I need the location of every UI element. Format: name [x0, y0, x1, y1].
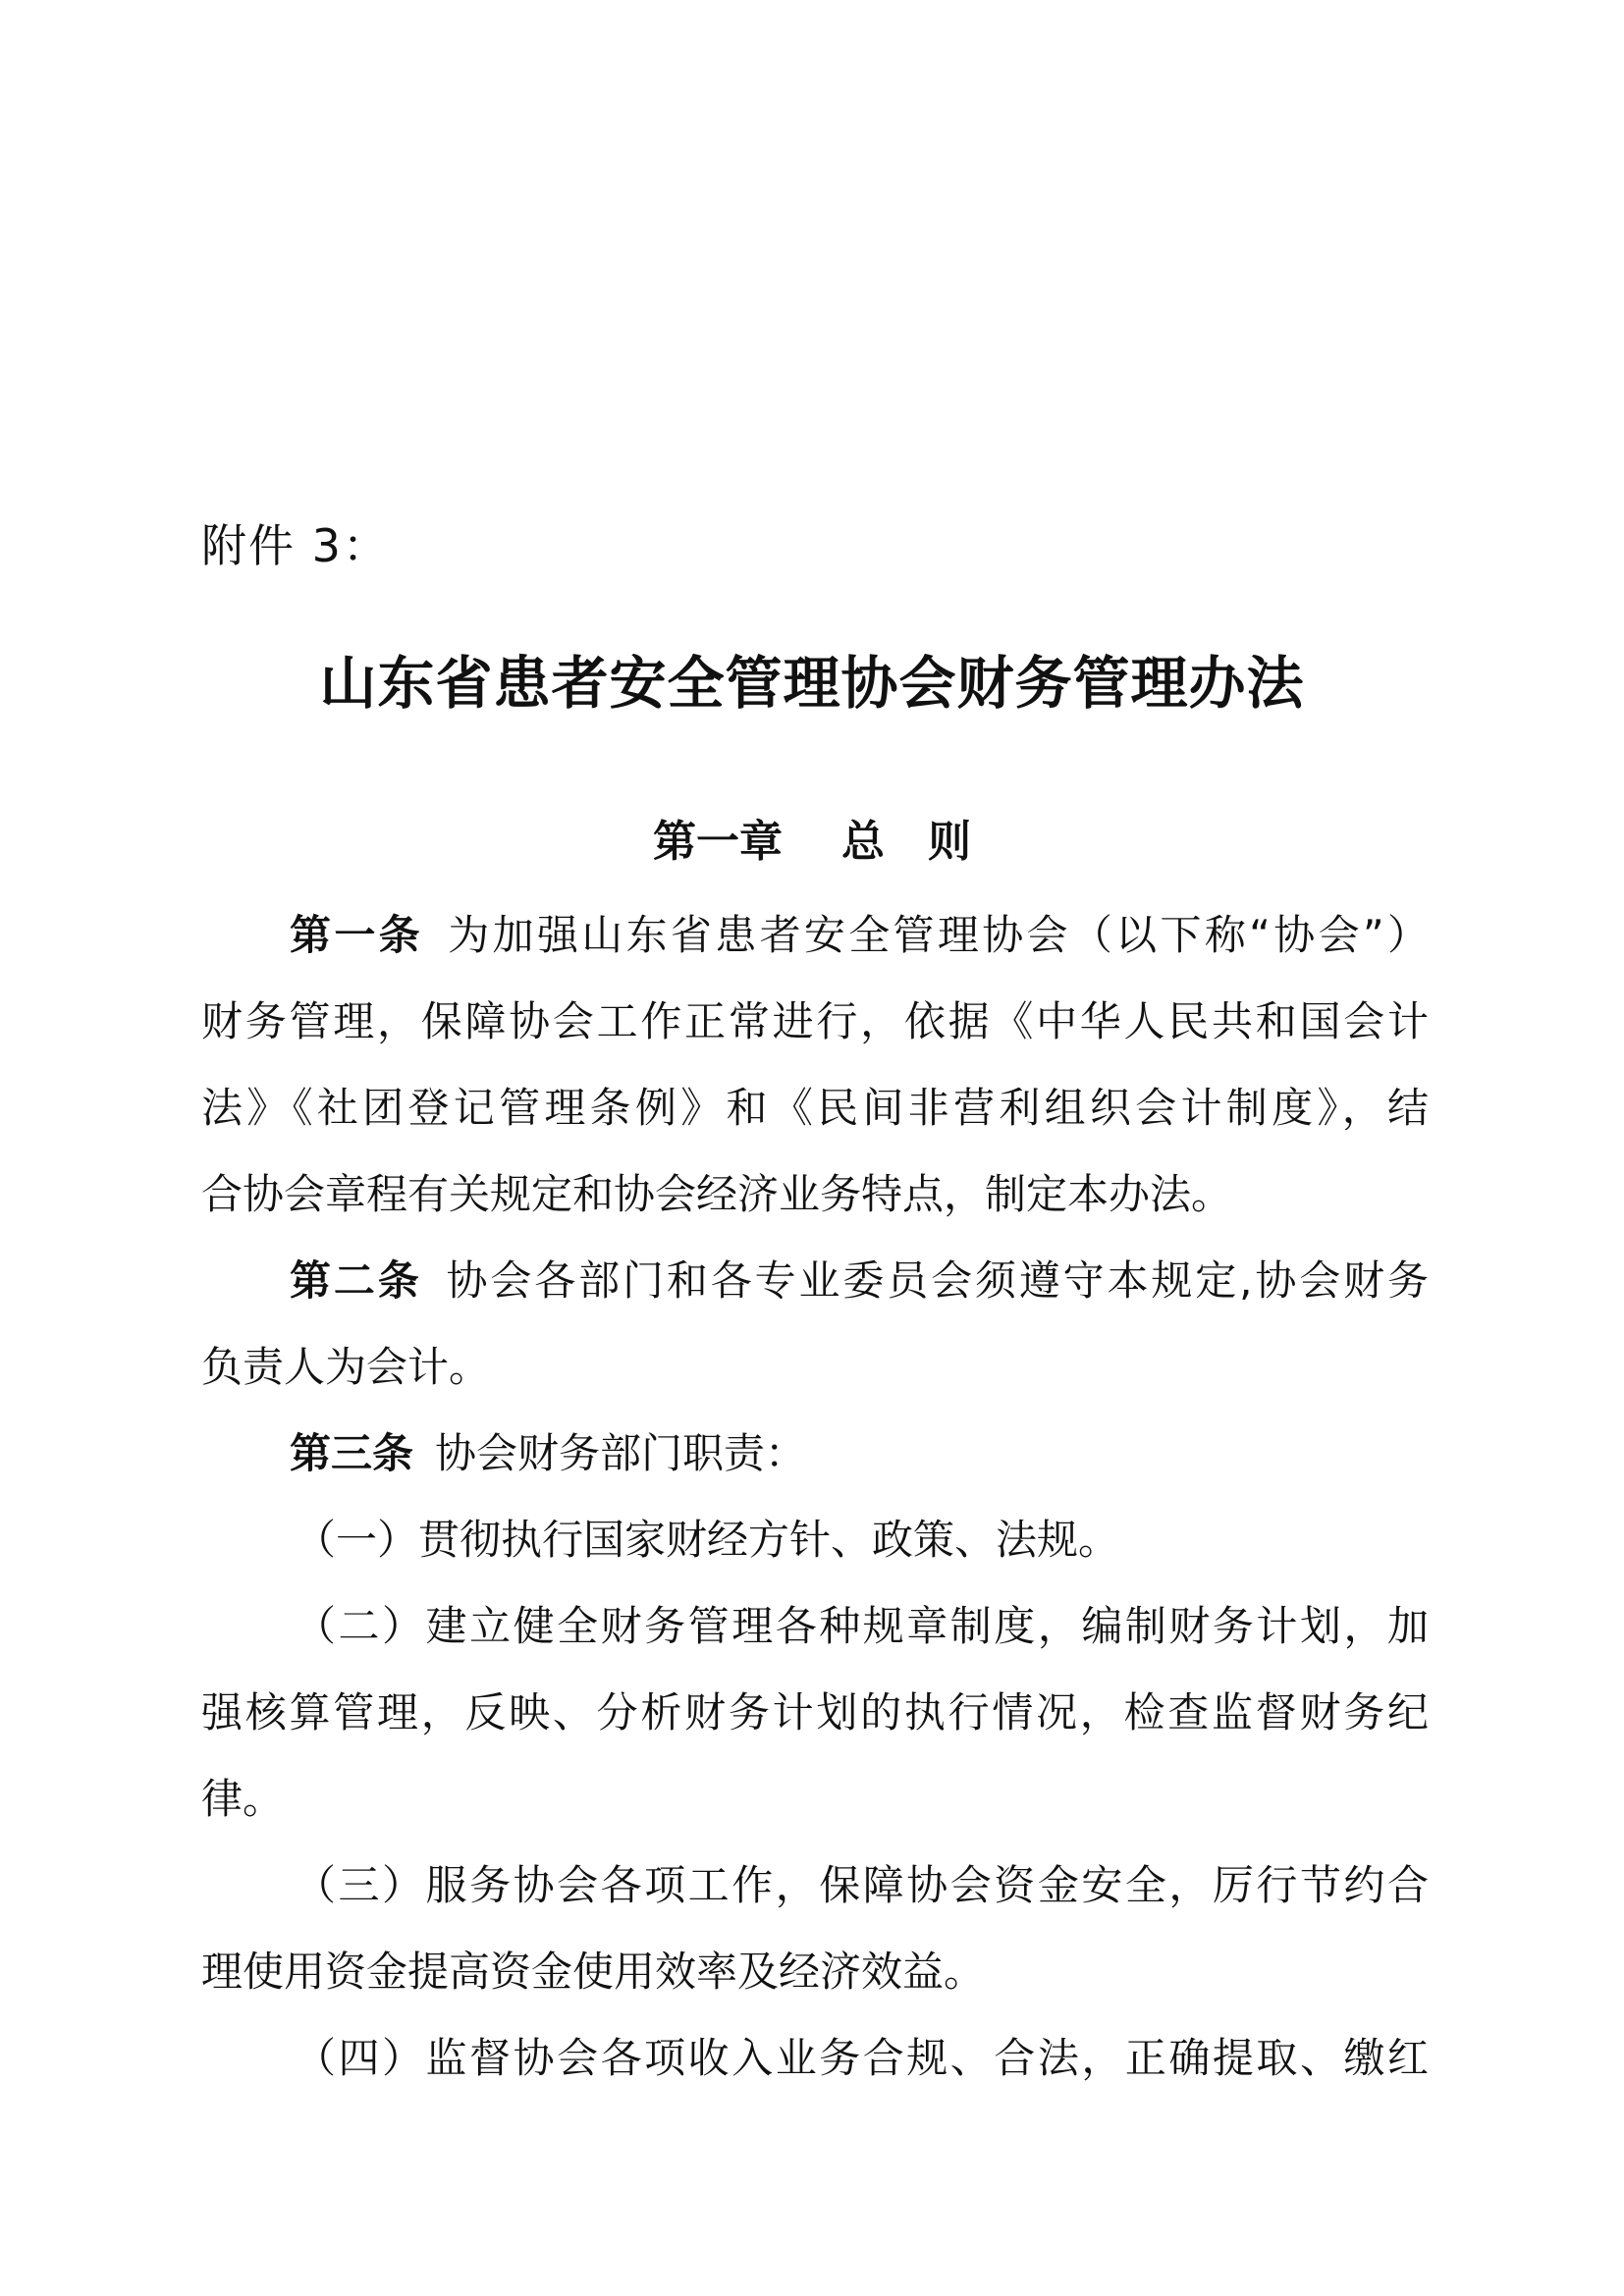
article-1-label: 第一条 [290, 911, 423, 959]
chapter-heading [0, 815, 1624, 870]
item-3-line-2: 理使用资金提高资金使用效率及经济效益。 [201, 1948, 986, 1996]
article-2-label: 第二条 [290, 1256, 422, 1305]
chapter-name: 总 则 [841, 817, 971, 867]
article-3-line-1 [201, 1426, 1429, 1481]
article-3-label: 第三条 [290, 1429, 414, 1477]
chapter-number: 第一章 [653, 817, 783, 867]
item-3-line-1: （三）服务协会各项工作，保障协会资金安全，厉行节约合 [295, 1861, 1429, 1909]
item-2-line-1: （二）建立健全财务管理各种规章制度，编制财务计划，加 [295, 1602, 1429, 1650]
article-3-text-1: 协会财务部门职责： [435, 1429, 807, 1477]
article-2-text-1: 协会各部门和各专业委员会须遵守本规定,协会财务 [443, 1256, 1429, 1305]
article-1-text-1: 为加强山东省患者安全管理协会（以下称“协会”） [444, 911, 1429, 959]
attachment-label: 附件 3： [201, 519, 390, 572]
article-2-line-2: 负责人为会计。 [201, 1343, 491, 1391]
article-2-line-1 [201, 1254, 1429, 1308]
article-1-line-1 [201, 908, 1429, 963]
item-1-line-1: （一）贯彻执行国家财经方针、政策、法规。 [295, 1516, 1120, 1564]
item-2-line-2: 强核算管理，反映、分析财务计划的执行情况，检查监督财务纪 [201, 1688, 1429, 1736]
document-title: 山东省患者安全管理协会财务管理办法 [319, 650, 1305, 717]
article-1-line-2: 财务管理，保障协会工作正常进行，依据《中华人民共和国会计 [201, 997, 1429, 1045]
article-1-line-4: 合协会章程有关规定和协会经济业务特点，制定本办法。 [201, 1170, 1233, 1218]
item-4-line-1: （四）监督协会各项收入业务合规、合法，正确提取、缴红 [295, 2034, 1429, 2082]
item-2-line-3: 律。 [201, 1775, 285, 1823]
article-1-line-3: 法》《社团登记管理条例》和《民间非营利组织会计制度》，结 [201, 1084, 1429, 1132]
